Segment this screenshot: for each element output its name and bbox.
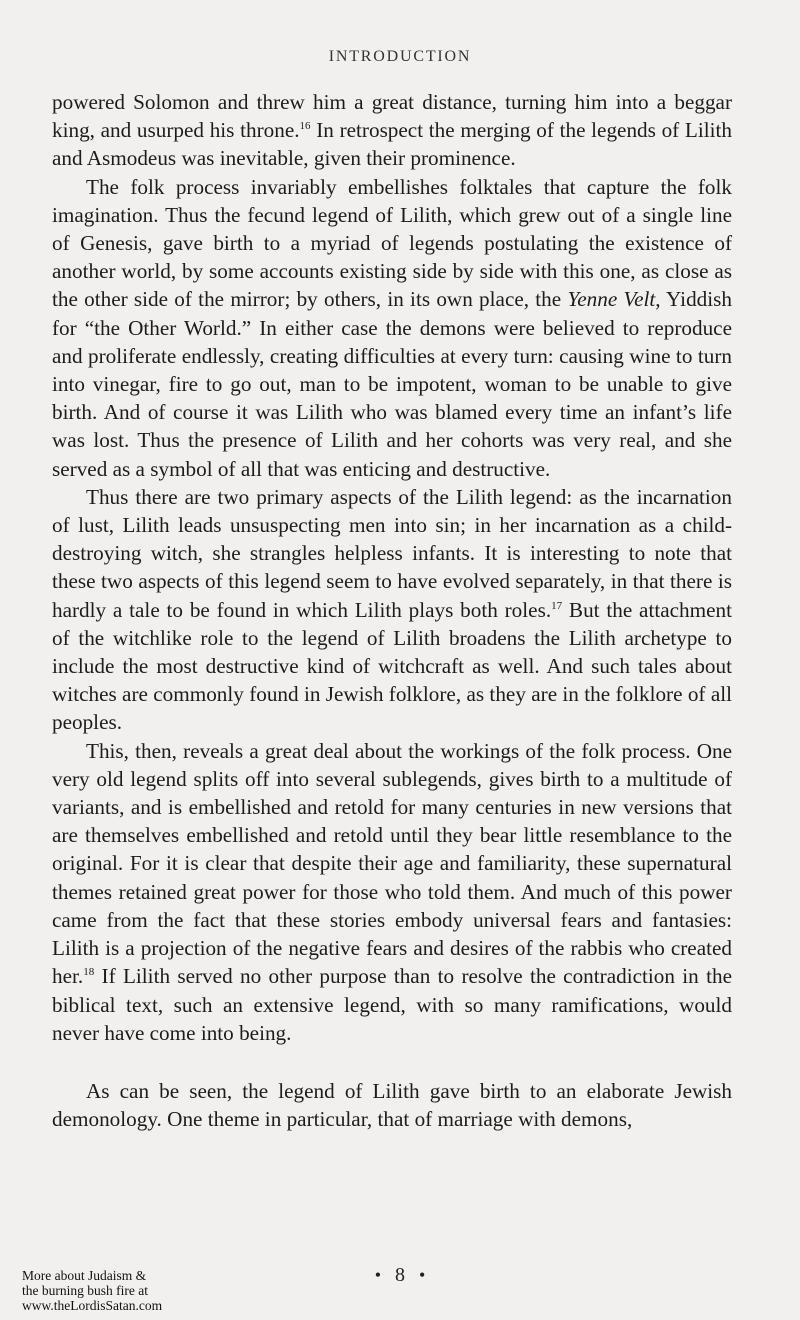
paragraph <box>52 737 732 1047</box>
footer-note-line: the burning bush fire at <box>22 1283 148 1298</box>
footnote-reference: 18 <box>83 966 95 979</box>
paragraph-text: The folk process invariably embellishes folktales that capture the folk imagination. Thus the fecund legend of Lilith, which grew out of a single line of Genesis, gave birth to a myriad of legends postulating the existence of another world, by some accounts existing side by side with this one, as close as the other side of the mirror; by others, in its own place, the <box>52 174 732 312</box>
paragraph <box>52 1077 732 1133</box>
paragraph-text: powered Solomon and threw him a great distance, turning him into a beggar king, and usurped his throne. <box>52 90 732 143</box>
paragraph-text: , Yiddish for “the Other World.” In either case the demons were believed to reproduce and proliferate endlessly, creating difficulties at every turn: causing wine to turn into vinegar, fire to go out, man to be impotent, woman to be unable to give birth. And of course it was Lilith who was blamed every time an infant’s life was lost. Thus the presence of Lilith and her cohorts was very real, and she served as a symbol of all that was enticing and destructive. <box>52 287 732 481</box>
paragraph-text: If Lilith served no other purpose than to resolve the contradiction in the biblical text, such an extensive legend, with so many ramifications, would never have come into being. <box>52 964 732 1045</box>
footnote-reference: 17 <box>551 599 563 612</box>
page-number-bullet-left: • <box>374 1265 381 1285</box>
paragraph <box>52 88 732 173</box>
footnote-reference: 16 <box>299 120 311 133</box>
paragraph-text: In retrospect the merging of the legends of Lilith and Asmodeus was inevitable, given their prominence. <box>52 118 732 171</box>
paragraph-text: As can be seen, the legend of Lilith gave birth to an elaborate Jewish demonology. One theme in particular, that of marriage with demons, <box>52 1078 732 1132</box>
body-text <box>52 88 732 1133</box>
page-number-bullet-right: • <box>419 1265 426 1285</box>
paragraph-text: But the attachment of the witchlike role to the legend of Lilith broadens the Lilith archetype to include the most destructive kind of witchcraft as well. And such tales about witches are commonly found in Jewish folklore, as they are in the folklore of all peoples. <box>52 597 732 735</box>
footer-watermark-note <box>22 1268 212 1313</box>
paragraph-text: Thus there are two primary aspects of the Lilith legend: as the incarnation of lust, Lilith leads unsuspecting men into sin; in her incarnation as a child-destroying witch, she strangles helpless infants. It is interesting to note that these two aspects of this legend seem to have evolved separately, in that there is hardly a tale to be found in which Lilith plays both roles. <box>52 484 732 622</box>
italic-term: Yenne Velt <box>567 287 656 312</box>
paragraph <box>52 173 732 483</box>
paragraph-text: This, then, reveals a great deal about the workings of the folk process. One very old legend splits off into several sublegends, gives birth to a multitude of variants, and is embellished and retold for many centuries in new versions that are themselves embellished and retold until they bear little resemblance to the original. For it is clear that despite their age and familiarity, these supernatural themes retained great power for those who told them. And much of this power came from the fact that these stories embody universal fears and fantasies: Lilith is a projection of the negative fears and desires of the rabbis who created her. <box>52 738 732 989</box>
page-number: 8 <box>395 1264 405 1286</box>
footer-note-line: www.theLordisSatan.com <box>22 1298 163 1313</box>
running-header: INTRODUCTION <box>328 48 472 65</box>
footer-note-line: More about Judaism & <box>22 1268 147 1283</box>
paragraph <box>52 483 732 737</box>
